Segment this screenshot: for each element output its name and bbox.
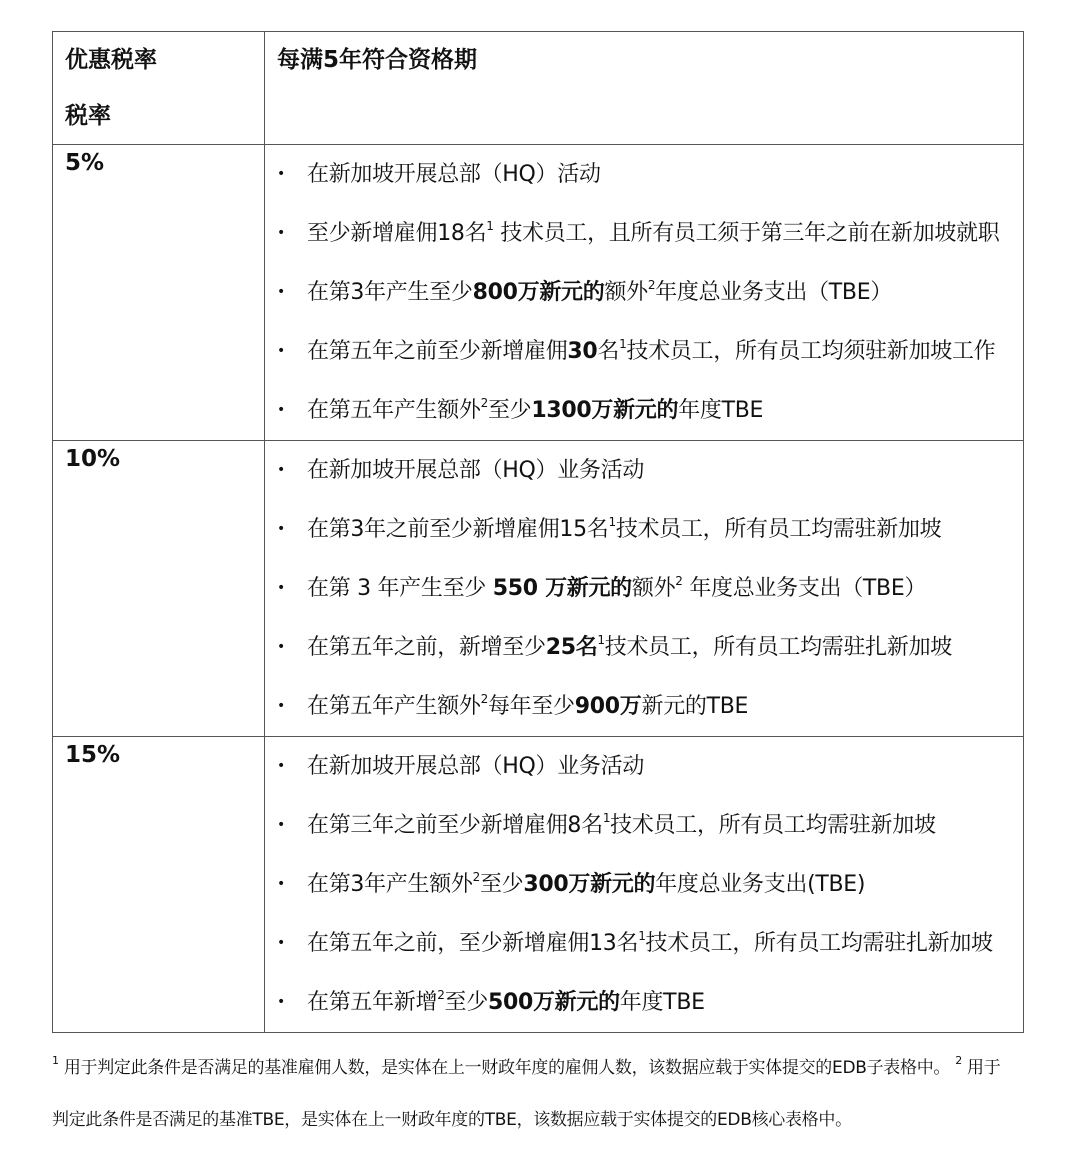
footnote-ref: 1 — [486, 218, 494, 233]
condition-text: 额外 — [631, 576, 676, 601]
condition-text: 年度总业务支出(TBE) — [655, 872, 866, 897]
bullet-icon: • — [277, 935, 285, 951]
condition-item — [265, 618, 1023, 677]
table-header-row — [53, 32, 1024, 145]
bullet-icon: • — [277, 402, 285, 418]
condition-item — [265, 855, 1023, 914]
condition-text: 名 — [597, 339, 620, 364]
footnote-ref: 2 — [437, 987, 445, 1002]
footnote-ref: 2 — [472, 869, 480, 884]
condition-emphasis: 1300万新元的 — [531, 398, 679, 423]
condition-emphasis: 550 万新元的 — [492, 576, 632, 601]
bullet-icon: • — [277, 698, 285, 714]
footnote-2-mark: 2 — [955, 1054, 962, 1068]
bullet-icon: • — [277, 817, 285, 833]
condition-text: 至少 — [487, 398, 532, 423]
condition-emphasis: 800万新元的 — [472, 280, 605, 305]
tier-rate: 10% — [65, 446, 121, 472]
footnote-ref: 1 — [602, 810, 611, 825]
tier-rate: 15% — [65, 742, 121, 768]
condition-item — [265, 677, 1023, 736]
tier-row-15 — [53, 737, 1024, 1033]
footnote-1-text: 用于判定此条件是否满足的基准雇佣人数，是实体在上一财政年度的雇佣人数，该数据应载于实体提交的EDB子表格中。 — [63, 1058, 951, 1078]
tier-rate-cell — [53, 145, 265, 441]
condition-text: 技术员工，所有员工均需驻扎新加坡 — [645, 931, 993, 956]
condition-text: 技术员工，所有员工均须驻新加坡工作 — [626, 339, 996, 364]
condition-text: 在第五年之前，至少新增雇佣13名 — [307, 931, 639, 956]
footnote-ref: 2 — [647, 277, 656, 292]
condition-text: 技术员工，所有员工均需驻扎新加坡 — [604, 635, 952, 660]
footnote-1-mark: 1 — [52, 1054, 59, 1068]
condition-item — [265, 796, 1023, 855]
tier-conditions-list — [265, 737, 1023, 1032]
header-rate-sublabel: 税率 — [65, 103, 111, 129]
condition-emphasis: 900万 — [574, 694, 642, 719]
condition-item — [265, 145, 1023, 204]
header-rate-cell — [53, 32, 265, 145]
tier-row-5 — [53, 145, 1024, 441]
condition-item — [265, 914, 1023, 973]
bullet-icon: • — [277, 284, 285, 300]
tier-rate-cell — [53, 737, 265, 1033]
condition-text: 年度总业务支出（TBE） — [655, 280, 893, 305]
condition-emphasis: 300万新元的 — [523, 872, 656, 897]
condition-text: 技术员工，且所有员工须于第三年之前在新加坡就职 — [493, 221, 1000, 246]
header-period-cell — [265, 32, 1024, 145]
footnote-ref: 1 — [638, 928, 646, 943]
footnote-ref: 1 — [597, 632, 605, 647]
bullet-icon: • — [277, 639, 285, 655]
condition-text: 在第五年产生额外 — [307, 398, 481, 423]
incentive-table — [52, 31, 1024, 1033]
footnotes — [52, 1042, 1042, 1146]
condition-text: 在第五年产生额外 — [307, 694, 481, 719]
bullet-icon: • — [277, 994, 285, 1010]
condition-text: 至少 — [479, 872, 524, 897]
condition-text: 在新加坡开展总部（HQ）业务活动 — [307, 458, 645, 483]
condition-text: 在新加坡开展总部（HQ）活动 — [307, 162, 601, 187]
footnote-2-text: 判定此条件是否满足的基准TBE，是实体在上一财政年度的TBE，该数据应载于实体提交的EDB核心表格中。 — [52, 1110, 852, 1130]
tier-conditions-list — [265, 441, 1023, 736]
tier-rate-cell — [53, 441, 265, 737]
condition-text: 在第三年之前至少新增雇佣8名 — [307, 813, 603, 838]
footnote-ref: 1 — [619, 336, 627, 351]
condition-text: 在第3年之前至少新增雇佣15名 — [307, 517, 609, 542]
header-period-label: 每满5年符合资格期 — [277, 47, 478, 73]
condition-emphasis: 500万新元的 — [487, 990, 620, 1015]
condition-item — [265, 737, 1023, 796]
header-rate-label: 优惠税率 — [65, 47, 157, 73]
tier-conditions-cell — [265, 145, 1024, 441]
condition-text: 年度TBE — [678, 398, 764, 423]
condition-item — [265, 973, 1023, 1032]
footnote-ref: 2 — [480, 395, 488, 410]
condition-text: 在第 3 年产生至少 — [307, 576, 493, 601]
bullet-icon: • — [277, 758, 285, 774]
bullet-icon: • — [277, 343, 285, 359]
bullet-icon: • — [277, 521, 285, 537]
bullet-icon: • — [277, 876, 285, 892]
condition-item — [265, 500, 1023, 559]
condition-text: 年度TBE — [619, 990, 705, 1015]
condition-text: 在第五年新增 — [307, 990, 438, 1015]
condition-text: 技术员工，所有员工均需驻新加坡 — [615, 517, 942, 542]
condition-item — [265, 441, 1023, 500]
condition-text: 技术员工，所有员工均需驻新加坡 — [610, 813, 936, 838]
bullet-icon: • — [277, 580, 285, 596]
condition-text: 新元的TBE — [641, 694, 749, 719]
bullet-icon: • — [277, 166, 285, 182]
tier-conditions-cell — [265, 441, 1024, 737]
condition-text: 至少 — [444, 990, 488, 1015]
condition-item — [265, 559, 1023, 618]
footnote-line-1 — [52, 1042, 1042, 1094]
condition-text: 至少新增雇佣18名 — [307, 221, 487, 246]
condition-text: 在第五年之前至少新增雇佣 — [307, 339, 568, 364]
condition-text: 在新加坡开展总部（HQ）业务活动 — [307, 754, 645, 779]
condition-text: 在第3年产生至少 — [307, 280, 473, 305]
footnote-ref: 2 — [675, 573, 683, 588]
tier-conditions-list — [265, 145, 1023, 440]
footnote-2-text-start: 用于 — [967, 1058, 1001, 1078]
bullet-icon: • — [277, 225, 285, 241]
condition-text: 在第3年产生额外 — [307, 872, 473, 897]
footnote-line-2 — [52, 1094, 1042, 1146]
bullet-icon: • — [277, 462, 285, 478]
footnote-ref: 1 — [608, 514, 616, 529]
footnote-ref: 2 — [480, 691, 488, 706]
condition-item — [265, 263, 1023, 322]
condition-emphasis: 25名 — [545, 635, 598, 660]
condition-item — [265, 322, 1023, 381]
condition-text: 每年至少 — [487, 694, 575, 719]
condition-text: 额外 — [604, 280, 648, 305]
tier-row-10 — [53, 441, 1024, 737]
condition-text: 年度总业务支出（TBE） — [682, 576, 927, 601]
condition-text: 在第五年之前，新增至少 — [307, 635, 546, 660]
tier-conditions-cell — [265, 737, 1024, 1033]
condition-item — [265, 204, 1023, 263]
condition-item — [265, 381, 1023, 440]
tier-rate: 5% — [65, 150, 105, 176]
condition-emphasis: 30 — [567, 339, 598, 364]
